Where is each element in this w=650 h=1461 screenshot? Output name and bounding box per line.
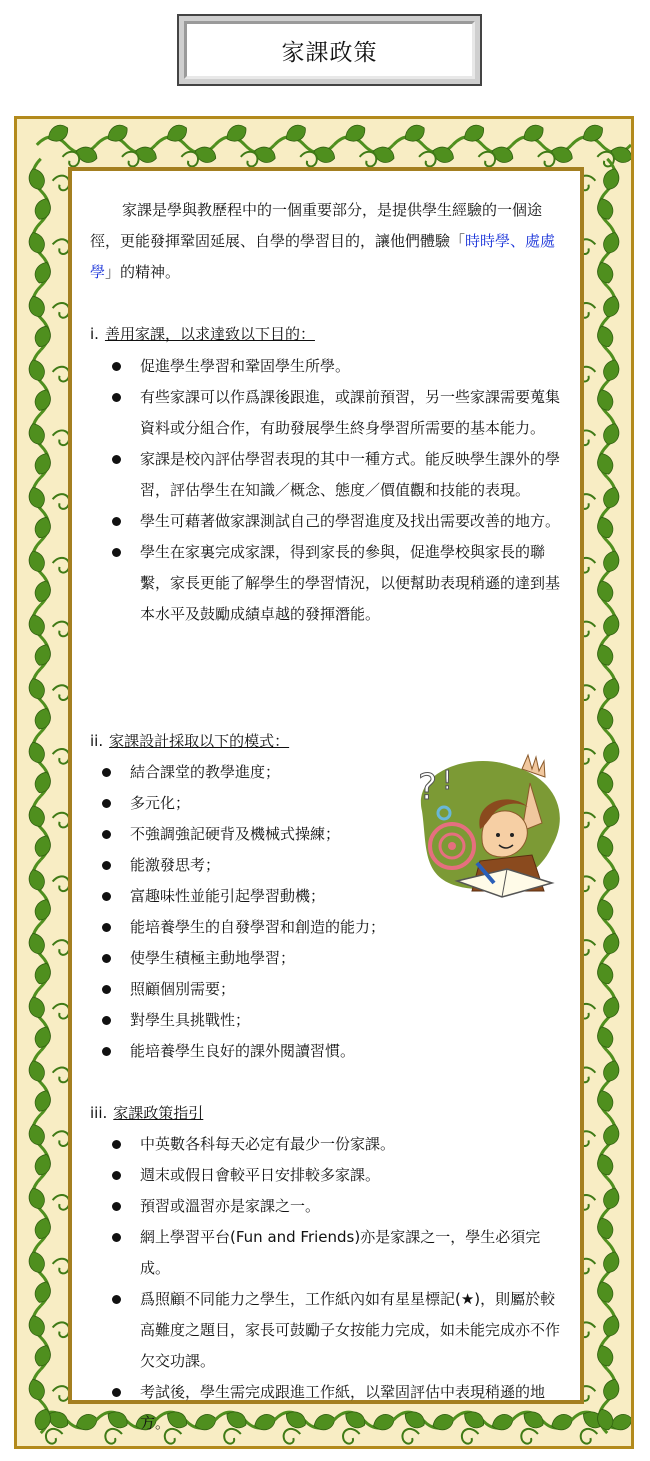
list-item: 能激發思考； xyxy=(96,850,416,881)
section-2-title: 家課設計採取以下的模式： xyxy=(109,732,290,750)
student-studying-illustration xyxy=(402,751,572,901)
list-item: 能培養學生的自發學習和創造的能力； xyxy=(96,912,416,943)
svg-text:!: ! xyxy=(442,766,453,796)
list-item: 富趣味性並能引起學習動機； xyxy=(96,881,416,912)
section-3-number: iii. xyxy=(90,1104,108,1122)
list-item: 對學生具挑戰性； xyxy=(96,1005,416,1036)
list-item: 有些家課可以作爲課後跟進，或課前預習，另一些家課需要蒐集資料或分組合作，有助發展學生終身學習所需要的基本能力。 xyxy=(106,382,566,444)
list-item: 學生可藉著做家課測試自己的學習進度及找出需要改善的地方。 xyxy=(106,506,566,537)
section-2-list xyxy=(96,757,416,1067)
section-2-number: ii. xyxy=(90,732,104,750)
svg-text:?: ? xyxy=(418,767,438,808)
section-3-title: 家課政策指引 xyxy=(113,1104,204,1122)
list-item: 結合課堂的教學進度； xyxy=(96,757,416,788)
title-plaque-inner xyxy=(184,21,475,79)
section-3-list xyxy=(106,1129,566,1439)
list-item: 學生在家裏完成家課，得到家長的參與，促進學校與家長的聯繫，家長更能了解學生的學習情況，以便幫助表現稍遜的達到基本水平及鼓勵成績卓越的發揮潛能。 xyxy=(106,537,566,630)
list-item: 考試後，學生需完成跟進工作紙，以鞏固評估中表現稍遜的地方。 xyxy=(106,1377,566,1439)
section-3-heading xyxy=(90,1098,203,1129)
title-plaque xyxy=(177,14,482,86)
list-item: 不強調強記硬背及機械式操練； xyxy=(96,819,416,850)
intro-highlight: 時時學、處處學 xyxy=(90,232,556,281)
list-item: 使學生積極主動地學習； xyxy=(96,943,416,974)
intro-text-before: 家課是學與教歷程中的一個重要部分，是提供學生經驗的一個途徑，更能發揮鞏固延展、自學的學習目的，讓他們體驗「 xyxy=(90,201,543,250)
list-item: 促進學生學習和鞏固學生所學。 xyxy=(106,351,566,382)
list-item: 週末或假日會較平日安排較多家課。 xyxy=(106,1160,566,1191)
content-panel xyxy=(68,167,584,1432)
list-item: 中英數各科每天必定有最少一份家課。 xyxy=(106,1129,566,1160)
list-item: 預習或溫習亦是家課之一。 xyxy=(106,1191,566,1222)
list-item: 網上學習平台(Fun and Friends)亦是家課之一，學生必須完成。 xyxy=(106,1222,566,1284)
list-item: 能培養學生良好的課外閱讀習慣。 xyxy=(96,1036,416,1067)
section-1-heading xyxy=(90,319,315,350)
page-title: 家課政策 xyxy=(281,39,378,66)
intro-paragraph xyxy=(90,195,570,288)
section-1-number: i. xyxy=(90,325,99,343)
list-item: 多元化； xyxy=(96,788,416,819)
list-item: 家課是校內評估學習表現的其中一種方式。能反映學生課外的學習，評估學生在知識／概念、態度／價值觀和技能的表現。 xyxy=(106,444,566,506)
list-item: 爲照顧不同能力之學生，工作紙內如有星星標記(★)，則屬於較高難度之題目，家長可鼓勵子女按能力完成，如未能完成亦不作欠交功課。 xyxy=(106,1284,566,1377)
section-2-heading xyxy=(90,726,289,757)
section-1-list xyxy=(106,351,566,630)
intro-text-after: 」的精神。 xyxy=(105,263,181,281)
list-item: 照顧個別需要； xyxy=(96,974,416,1005)
decorative-frame xyxy=(14,116,634,1449)
section-1-title: 善用家課，以求達致以下目的： xyxy=(104,325,315,343)
